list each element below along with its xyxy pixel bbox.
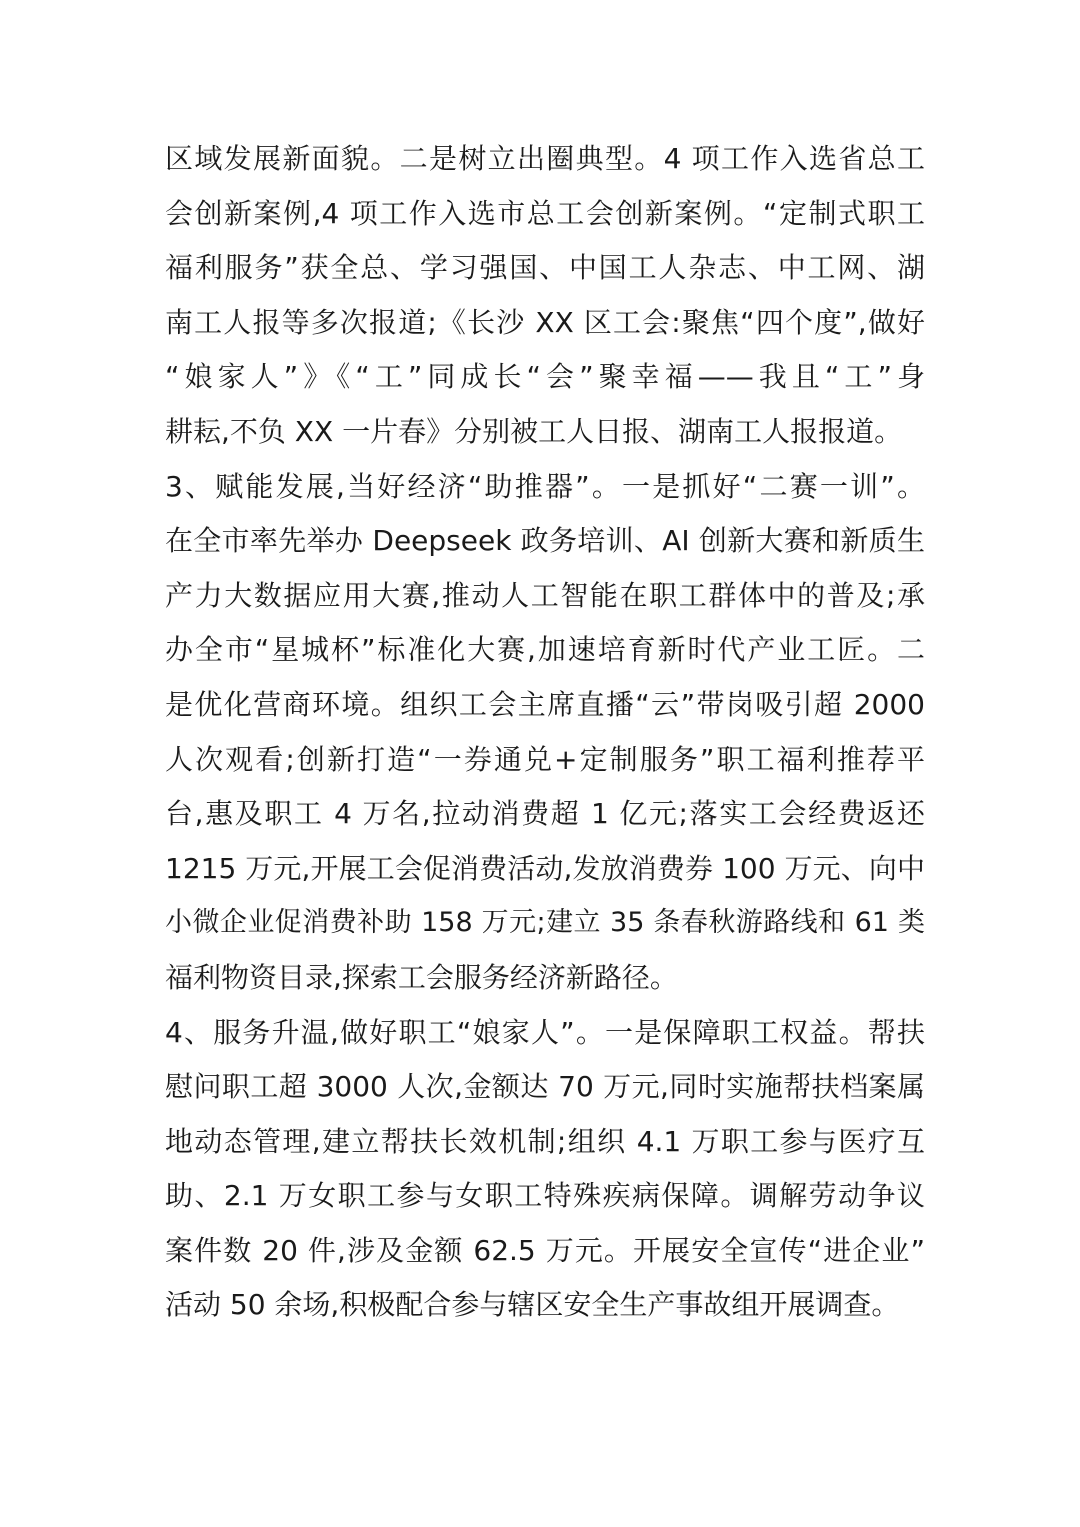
text-line: 是优化营商环境。组织工会主席直播“云”带岗吸引超 2000 (165, 687, 925, 721)
text-line: 耕耘,不负 XX 一片春》分别被工人日报、湖南工人报报道。 (165, 414, 903, 448)
text-line: 助、2.1 万女职工参与女职工特殊疾病保障。调解劳动争议 (165, 1179, 925, 1213)
section-heading-line: 4、服务升温,做好职工“娘家人”。一是保障职工权益。帮扶 (165, 1015, 925, 1049)
text-line: 1215 万元,开展工会促消费活动,发放消费券 100 万元、向中 (165, 851, 925, 885)
text-line: 区域发展新面貌。二是树立出圈典型。4 项工作入选省总工 (165, 142, 925, 175)
text-line: 在全市率先举办 Deepseek 政务培训、AI 创新大赛和新质生 (165, 524, 925, 558)
text-line: 人次观看;创新打造“一券通兑+定制服务”职工福利推荐平 (165, 742, 925, 776)
text-line: 案件数 20 件,涉及金额 62.5 万元。开展安全宣传“进企业” (165, 1233, 925, 1267)
section-heading-line: 3、赋能发展,当好经济“助推器”。一是抓好“二赛一训”。 (165, 469, 925, 503)
text-line: 慰问职工超 3000 人次,金额达 70 万元,同时实施帮扶档案属 (165, 1070, 925, 1104)
text-line: 地动态管理,建立帮扶长效机制;组织 4.1 万职工参与医疗互 (165, 1124, 925, 1158)
text-line: “娘家人”》《“工”同成长“会”聚幸福——我且“工”身 (165, 360, 925, 394)
text-line: 活动 50 余场,积极配合参与辖区安全生产事故组开展调查。 (165, 1288, 900, 1322)
text-line: 福利物资目录,探索工会服务经济新路径。 (165, 960, 678, 994)
text-line: 台,惠及职工 4 万名,拉动消费超 1 亿元;落实工会经费返还 (165, 797, 925, 831)
text-line: 小微企业促消费补助 158 万元;建立 35 条春秋游路线和 61 类 (165, 907, 925, 939)
text-line: 南工人报等多次报道;《长沙 XX 区工会:聚焦“四个度”,做好 (165, 305, 925, 339)
text-line: 福利服务”获全总、学习强国、中国工人杂志、中工网、湖 (165, 251, 925, 285)
text-line: 会创新案例,4 项工作入选市总工会创新案例。“定制式职工 (165, 196, 925, 230)
document-body (165, 132, 925, 1333)
text-line: 办全市“星城杯”标准化大赛,加速培育新时代产业工匠。二 (165, 633, 925, 667)
text-line: 产力大数据应用大赛,推动人工智能在职工群体中的普及;承 (165, 578, 925, 612)
